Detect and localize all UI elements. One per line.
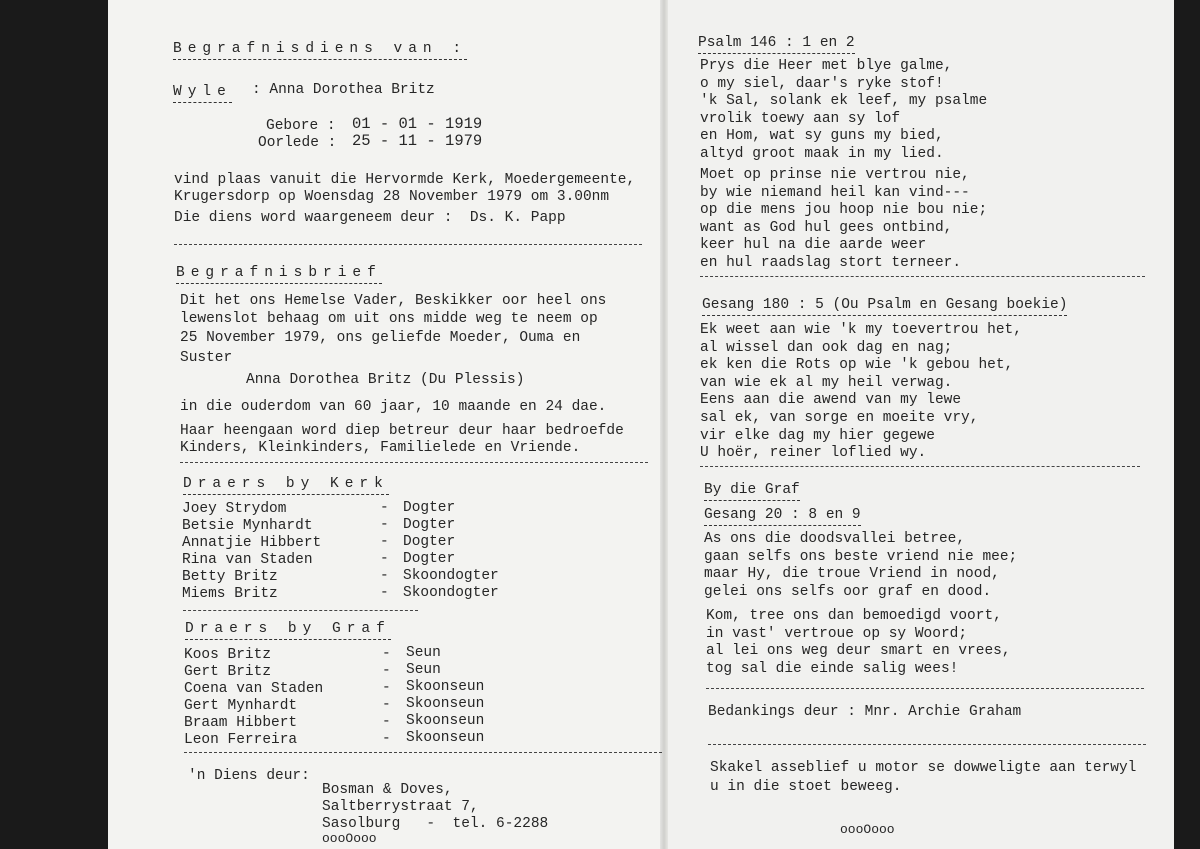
venue-line-1: vind plaas vanuit die Hervormde Kerk, Moedergemeente, bbox=[174, 172, 636, 188]
gesang-heading: Gesang 180 : 5 (Ou Psalm en Gesang boekie) bbox=[702, 297, 1067, 316]
age-line: in die ouderdom van 60 jaar, 10 maande en 24 dae. bbox=[180, 399, 607, 415]
bearer-relation: Seun bbox=[406, 645, 441, 661]
verse-line: Eens aan die awend van my lewe bbox=[700, 392, 962, 409]
dash: - bbox=[380, 551, 389, 567]
bearer-name: Rina van Staden bbox=[182, 552, 313, 568]
bearer-name: Joey Strydom bbox=[182, 501, 287, 517]
thanks-line: Bedankings deur : Mnr. Archie Graham bbox=[708, 704, 1022, 720]
verse-line: o my siel, daar's ryke stof! bbox=[700, 75, 944, 92]
verse-line: maar Hy, die troue Vriend in nood, bbox=[704, 566, 1000, 583]
notice-line-2: u in die stoet beweeg. bbox=[710, 779, 902, 795]
bearer-relation: Dogter bbox=[403, 517, 456, 533]
verse-line: van wie ek al my heil verwag. bbox=[700, 374, 953, 391]
verse-line: altyd groot maak in my lied. bbox=[700, 145, 944, 162]
bearer-name: Annatjie Hibbert bbox=[182, 535, 322, 551]
bearers-church-heading: Draers by Kerk bbox=[183, 476, 389, 495]
born-date: 01 - 01 - 1919 bbox=[352, 115, 483, 133]
verse-line: op die mens jou hoop nie bou nie; bbox=[700, 202, 988, 219]
venue-line-2: Krugersdorp op Woensdag 28 November 1979 om 3.00nm bbox=[174, 189, 610, 205]
bearer-relation: Skoonseun bbox=[406, 679, 485, 695]
bearer-relation: Skoonseun bbox=[406, 696, 485, 712]
verse-line: al lei ons weg deur smart en vrees, bbox=[706, 643, 1011, 660]
dash: - bbox=[380, 500, 389, 516]
dash: - bbox=[382, 680, 391, 696]
verse-line: tog sal die einde salig wees! bbox=[706, 660, 959, 677]
divider bbox=[183, 610, 418, 611]
bearer-relation: Skoondogter bbox=[403, 568, 499, 584]
dash: - bbox=[382, 731, 391, 747]
verse-line: keer hul na die aarde weer bbox=[700, 237, 927, 254]
grief-line-2: Kinders, Kleinkinders, Familielede en Vriende. bbox=[180, 440, 581, 456]
bearer-name: Koos Britz bbox=[184, 647, 272, 663]
end-mark-right: oooOooo bbox=[840, 822, 895, 837]
letter-line: Dit het ons Hemelse Vader, Beskikker oor heel ons bbox=[180, 293, 607, 309]
graveside-heading: By die Graf bbox=[704, 482, 800, 501]
service-by-label: 'n Diens deur: bbox=[188, 768, 310, 784]
psalm-verse-2 bbox=[700, 167, 987, 273]
gesang-verse bbox=[700, 322, 1022, 463]
born-label: Gebore : bbox=[266, 118, 336, 134]
bearer-name: Coena van Staden bbox=[184, 681, 324, 697]
bearer-name: Miems Britz bbox=[182, 586, 278, 602]
verse-line: Kom, tree ons dan bemoedigd voort, bbox=[706, 608, 1002, 624]
verse-line: en hul raadslag stort terneer. bbox=[700, 254, 962, 271]
letter-line: Suster bbox=[180, 350, 233, 366]
verse-line: gelei ons selfs oor graf en dood. bbox=[704, 583, 992, 600]
divider bbox=[700, 276, 1145, 277]
divider bbox=[708, 744, 1146, 745]
wyle-label: Wyle bbox=[173, 84, 232, 103]
verse-line: Moet op prinse nie vertrou nie, bbox=[700, 167, 970, 183]
bearer-relation: Skoondogter bbox=[403, 585, 499, 601]
bearer-relation: Dogter bbox=[403, 551, 456, 567]
dash: - bbox=[382, 714, 391, 730]
psalm-heading: Psalm 146 : 1 en 2 bbox=[698, 35, 855, 54]
bearer-relation: Skoonseun bbox=[406, 730, 485, 746]
verse-line: vir elke dag my hier gegewe bbox=[700, 427, 935, 444]
verse-line: by wie niemand heil kan vind--- bbox=[700, 184, 970, 201]
bearers-grave-heading: Draers by Graf bbox=[185, 621, 391, 640]
verse-line: sal ek, van sorge en moeite vry, bbox=[700, 409, 979, 426]
verse-line: Prys die Heer met blye galme, bbox=[700, 58, 953, 74]
divider bbox=[706, 688, 1144, 689]
bearer-name: Betsie Mynhardt bbox=[182, 518, 313, 534]
divider bbox=[174, 244, 642, 245]
undertaker-name: Bosman & Doves, bbox=[322, 782, 453, 798]
bearer-name: Leon Ferreira bbox=[184, 732, 298, 748]
letter-line: lewenslot behaag om uit ons midde weg te neem op bbox=[180, 311, 598, 327]
gesang2-verse-2 bbox=[706, 608, 1011, 678]
died-date: 25 - 11 - 1979 bbox=[352, 132, 483, 150]
deceased-full-name: Anna Dorothea Britz (Du Plessis) bbox=[246, 372, 525, 388]
bearer-name: Gert Mynhardt bbox=[184, 698, 298, 714]
divider bbox=[700, 466, 1140, 467]
service-heading: Begrafnisdiens van : bbox=[173, 41, 467, 60]
verse-line: 'k Sal, solank ek leef, my psalme bbox=[700, 93, 988, 110]
page-fold bbox=[660, 0, 668, 849]
letter-line: 25 November 1979, ons geliefde Moeder, Ouma en bbox=[180, 330, 581, 346]
letter-heading: Begrafnisbrief bbox=[176, 265, 382, 284]
dash: - bbox=[382, 697, 391, 713]
verse-line: U hoër, reiner loflied wy. bbox=[700, 445, 927, 462]
divider bbox=[180, 462, 648, 463]
dash: - bbox=[382, 646, 391, 662]
verse-line: in vast' vertroue op sy Woord; bbox=[706, 625, 968, 642]
verse-line: en Hom, wat sy guns my bied, bbox=[700, 128, 944, 145]
bearer-relation: Seun bbox=[406, 662, 441, 678]
verse-line: As ons die doodsvallei betree, bbox=[704, 531, 966, 547]
gesang2-verse-1 bbox=[704, 531, 1017, 601]
dash: - bbox=[380, 534, 389, 550]
notice-line-1: Skakel asseblief u motor se dowweligte aan terwyl bbox=[710, 760, 1137, 776]
end-mark-left: oooOooo bbox=[322, 831, 377, 846]
officiant-line: Die diens word waargeneem deur : Ds. K. Papp bbox=[174, 210, 566, 226]
grief-line-1: Haar heengaan word diep betreur deur haar bedroefde bbox=[180, 423, 624, 439]
verse-line: al wissel dan ook dag en nag; bbox=[700, 339, 953, 356]
dash: - bbox=[380, 585, 389, 601]
dash: - bbox=[380, 517, 389, 533]
bearer-relation: Dogter bbox=[403, 500, 456, 516]
gesang2-heading: Gesang 20 : 8 en 9 bbox=[704, 507, 861, 526]
bearer-name: Gert Britz bbox=[184, 664, 272, 680]
dash: - bbox=[380, 568, 389, 584]
undertaker-town: Sasolburg - tel. 6-2288 bbox=[322, 816, 549, 832]
died-label: Oorlede : bbox=[258, 135, 337, 151]
verse-line: ek ken die Rots op wie 'k gebou het, bbox=[700, 357, 1014, 374]
dash: - bbox=[382, 663, 391, 679]
divider bbox=[184, 752, 662, 753]
bearer-relation: Dogter bbox=[403, 534, 456, 550]
undertaker-street: Saltberrystraat 7, bbox=[322, 799, 479, 815]
verse-line: vrolik toewy aan sy lof bbox=[700, 110, 901, 127]
bearer-relation: Skoonseun bbox=[406, 713, 485, 729]
verse-line: gaan selfs ons beste vriend nie mee; bbox=[704, 548, 1018, 565]
deceased-name: : Anna Dorothea Britz bbox=[252, 82, 435, 98]
psalm-verse-1 bbox=[700, 58, 987, 164]
bearer-name: Braam Hibbert bbox=[184, 715, 298, 731]
verse-line: want as God hul gees ontbind, bbox=[700, 219, 953, 236]
bearer-name: Betty Britz bbox=[182, 569, 278, 585]
verse-line: Ek weet aan wie 'k my toevertrou het, bbox=[700, 322, 1022, 338]
